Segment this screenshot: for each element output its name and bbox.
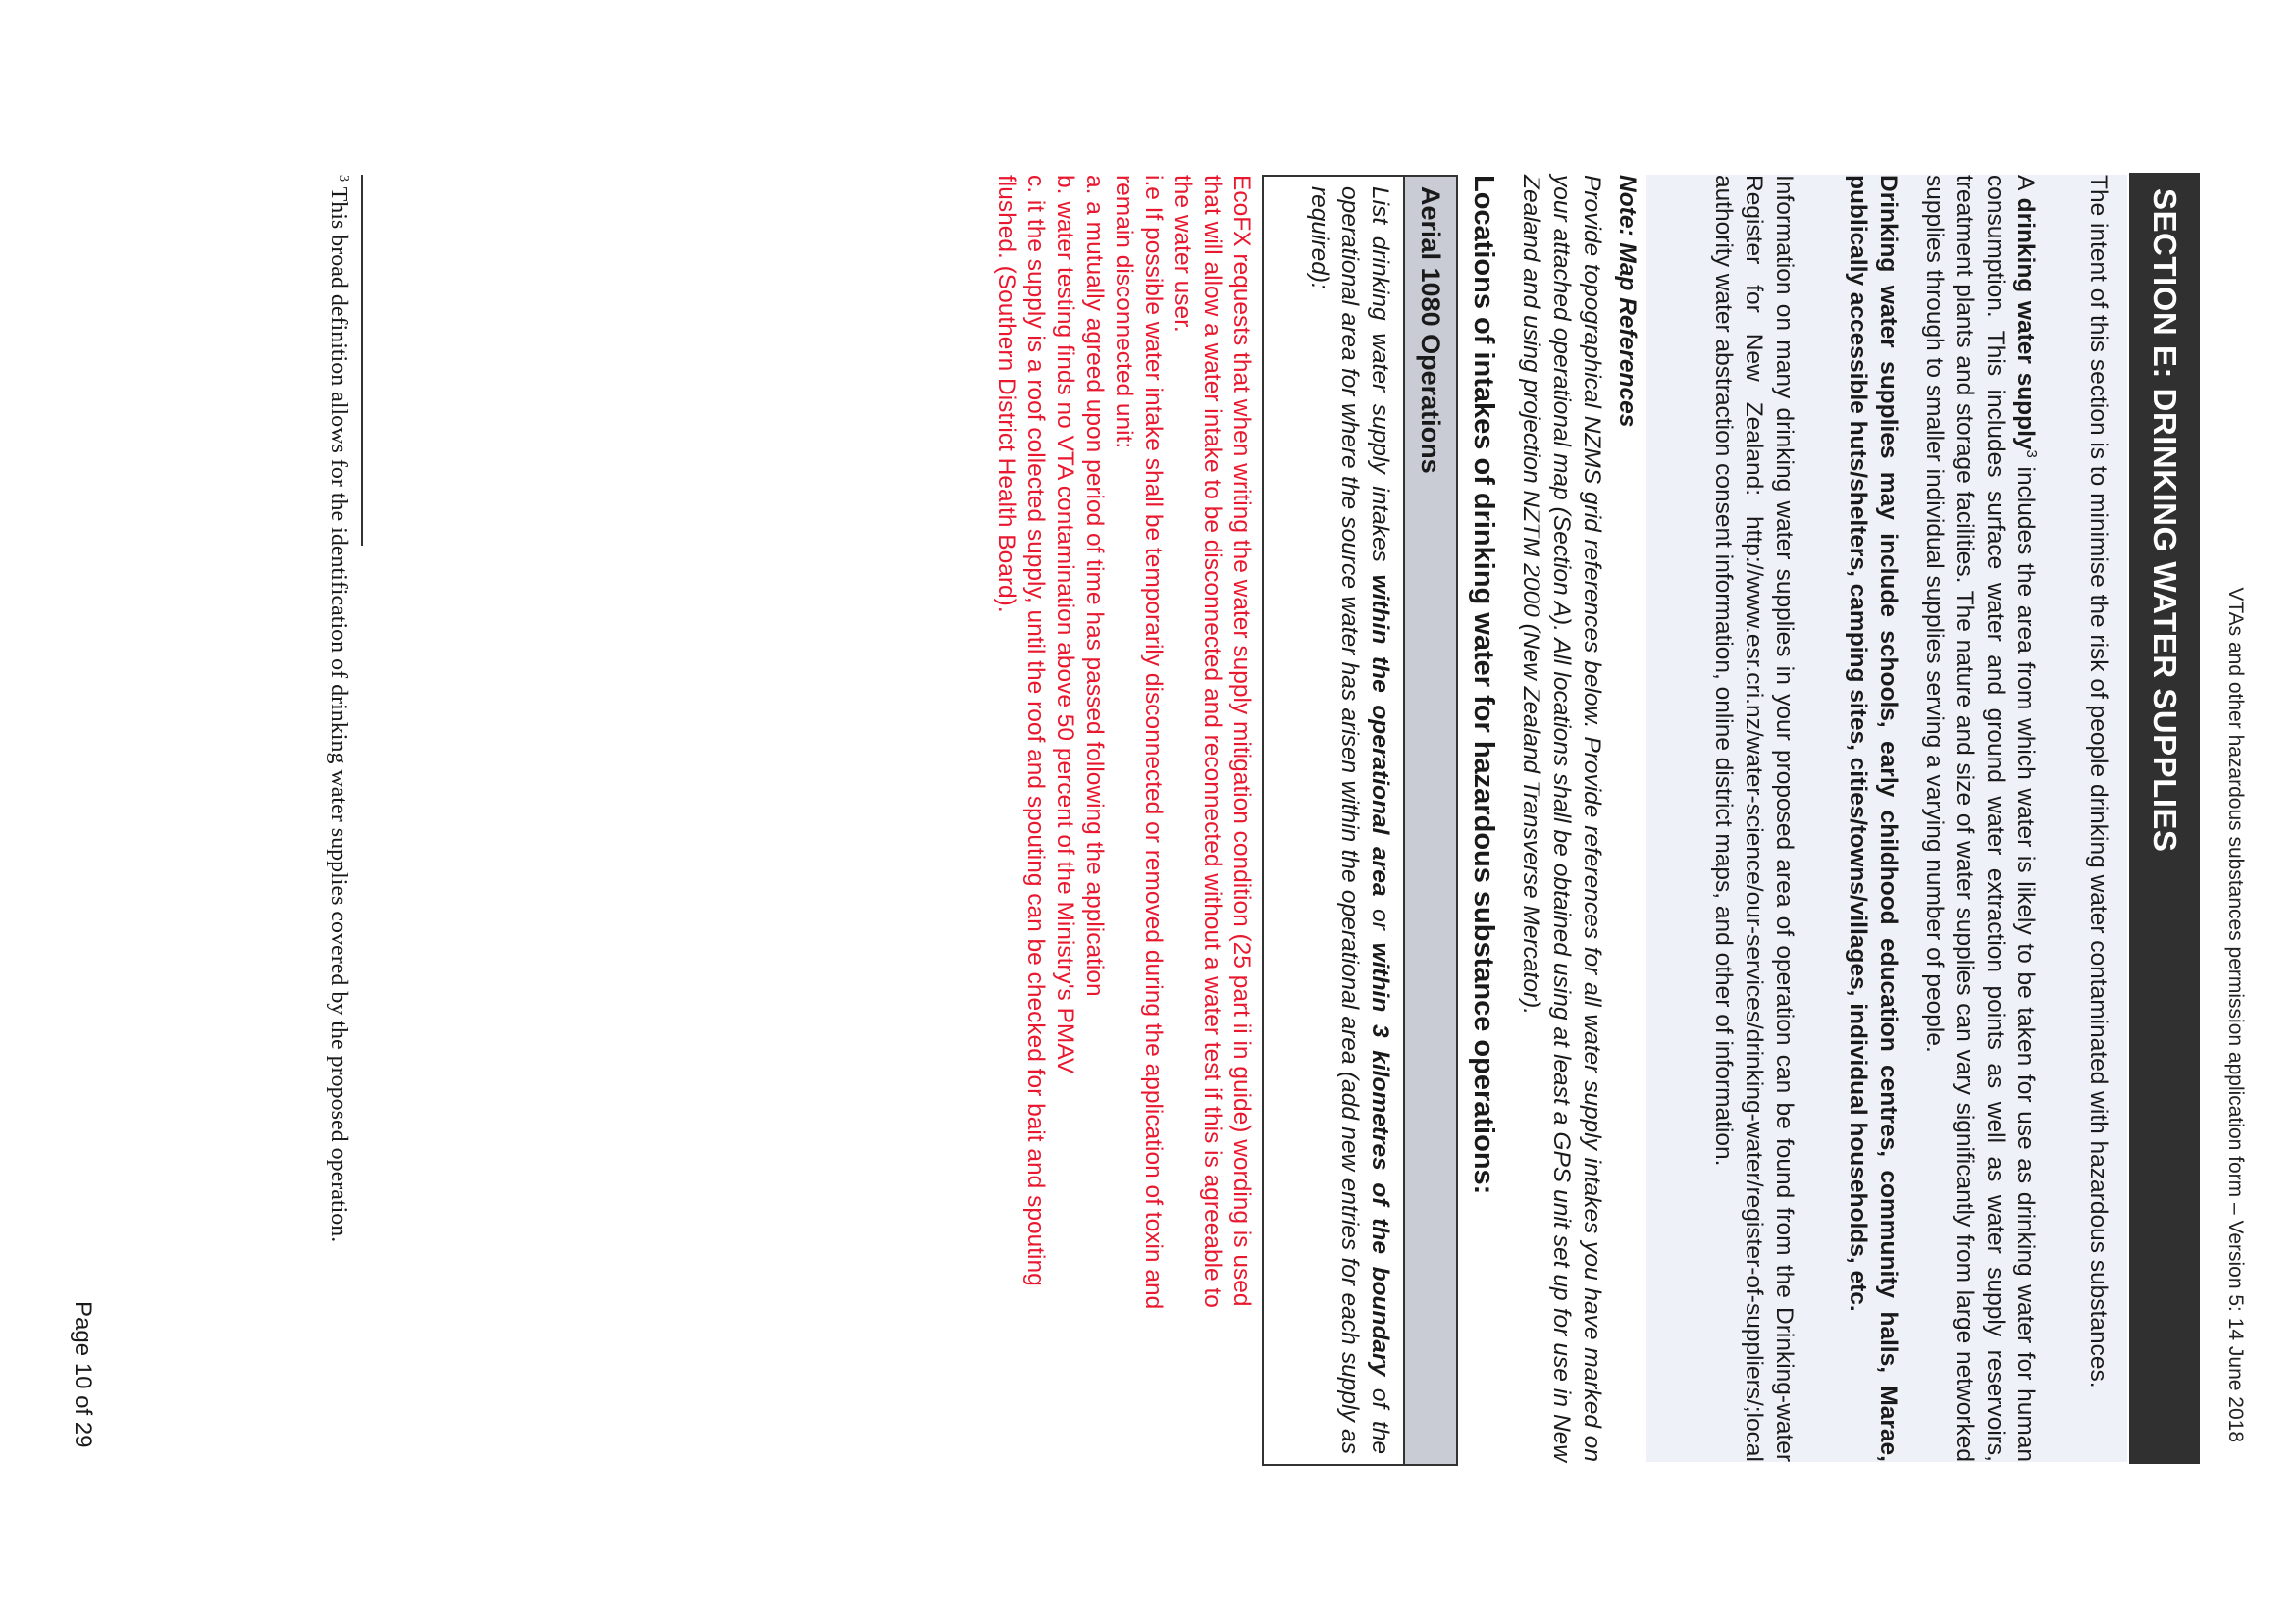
page-number: Page 10 of 29	[70, 1301, 96, 1448]
footnote-marker: 3	[337, 175, 351, 182]
footnote-text: This broad definition allows for the identification of drinking water supplies covered by the proposed operation.	[326, 182, 351, 1243]
box-text-2: or	[1367, 896, 1393, 943]
examples-paragraph: Drinking water supplies may include schools, early childhood education centres, community halls, Marae, publically accessible huts/shelters, camping sites, cities/towns/villages, individual households, etc.	[1845, 175, 1902, 1462]
operations-box	[1262, 175, 1458, 1466]
red-line: the water user.	[1170, 175, 1196, 333]
locations-title: Locations of intakes of drinking water for hazardous substance operations:	[1468, 175, 1499, 1195]
ecofx-request-block	[991, 175, 1256, 1470]
supply-text: includes the area from which water is likely to be taken for use as drinking water for human consumption. This includes surface water and ground water extraction points as well as water supply reservoirs, treatment plants and storage facilities. The nature and size of water supplies can vary significantly from large networked supplies through to smaller individual supplies serving a varying number of people.	[1921, 175, 2039, 1462]
red-line: EcoFX requests that when writing the water supply mitigation condition (25 part ii in guide) wording is used	[1228, 175, 1255, 1307]
supply-lead: A	[2012, 175, 2039, 198]
footnote-reference: 3	[2023, 449, 2041, 458]
red-line: c. it the supply is a roof collected supply, until the roof and spouting can be checked for bait and spouting	[1022, 175, 1049, 1286]
red-line: a. a mutually agreed upon period of time has passed following the application	[1081, 175, 1108, 997]
box-bold-2: within 3 kilometres of the boundary	[1367, 942, 1393, 1377]
info-paragraph: Information on many drinking water supplies in your proposed area of operation can be found from the Drinking-water Register for New Zealand: http://www.esr.cri.nz/water-science/our-services/drinking-water/register-of-suppliers/;local authority water abstraction consent information, online district maps, and other of information.	[1710, 175, 1798, 1462]
box-instructions	[1296, 177, 1403, 1464]
box-heading: Aerial 1080 Operations	[1403, 177, 1456, 1464]
supply-term: drinking water supply	[2012, 197, 2039, 450]
intro-paragraph: The intent of this section is to minimise the risk of people drinking water contaminated with hazardous substances.	[2085, 175, 2112, 1388]
drinking-supply-paragraph	[1919, 175, 2041, 1462]
red-line: flushed. (Southern District Health Board).	[993, 175, 1019, 613]
document-header: VTAs and other hazardous substances permission application form – Version 5: 14 June 2018	[2224, 587, 2247, 1442]
note-paragraph: Provide topographical NZMS grid references below. Provide references for all water supply intakes you have marked on your attached operational map (Section A). All locations shall be obtained using at least a GPS unit set up for use in New Zealand and using projection NZTM 2000 (New Zealand Transverse Mercator).	[1518, 175, 1605, 1462]
red-line: remain disconnected unit:	[1111, 175, 1137, 449]
section-title: SECTION E: DRINKING WATER SUPPLIES	[2129, 173, 2200, 1464]
red-line: i.e If possible water intake shall be temporarily disconnected or removed during the application of toxin and	[1140, 175, 1167, 1310]
red-line: b. water testing finds no VTA contamination above 50 percent of the Ministry's PMAV	[1052, 175, 1078, 1074]
footnote	[325, 175, 351, 1242]
box-text-1: List drinking water supply intakes	[1367, 186, 1393, 575]
footnote-divider	[361, 175, 363, 546]
box-text-3: of the operational area for where the source water has arisen within the operational area (add new entries for each supply as required):	[1306, 186, 1393, 1455]
box-bold-1: within the operational area	[1367, 574, 1393, 897]
note-title: Note: Map References	[1614, 175, 1641, 428]
red-line: that will allow a water intake to be disconnected and reconnected without a water test if this is agreeable to	[1199, 175, 1226, 1308]
